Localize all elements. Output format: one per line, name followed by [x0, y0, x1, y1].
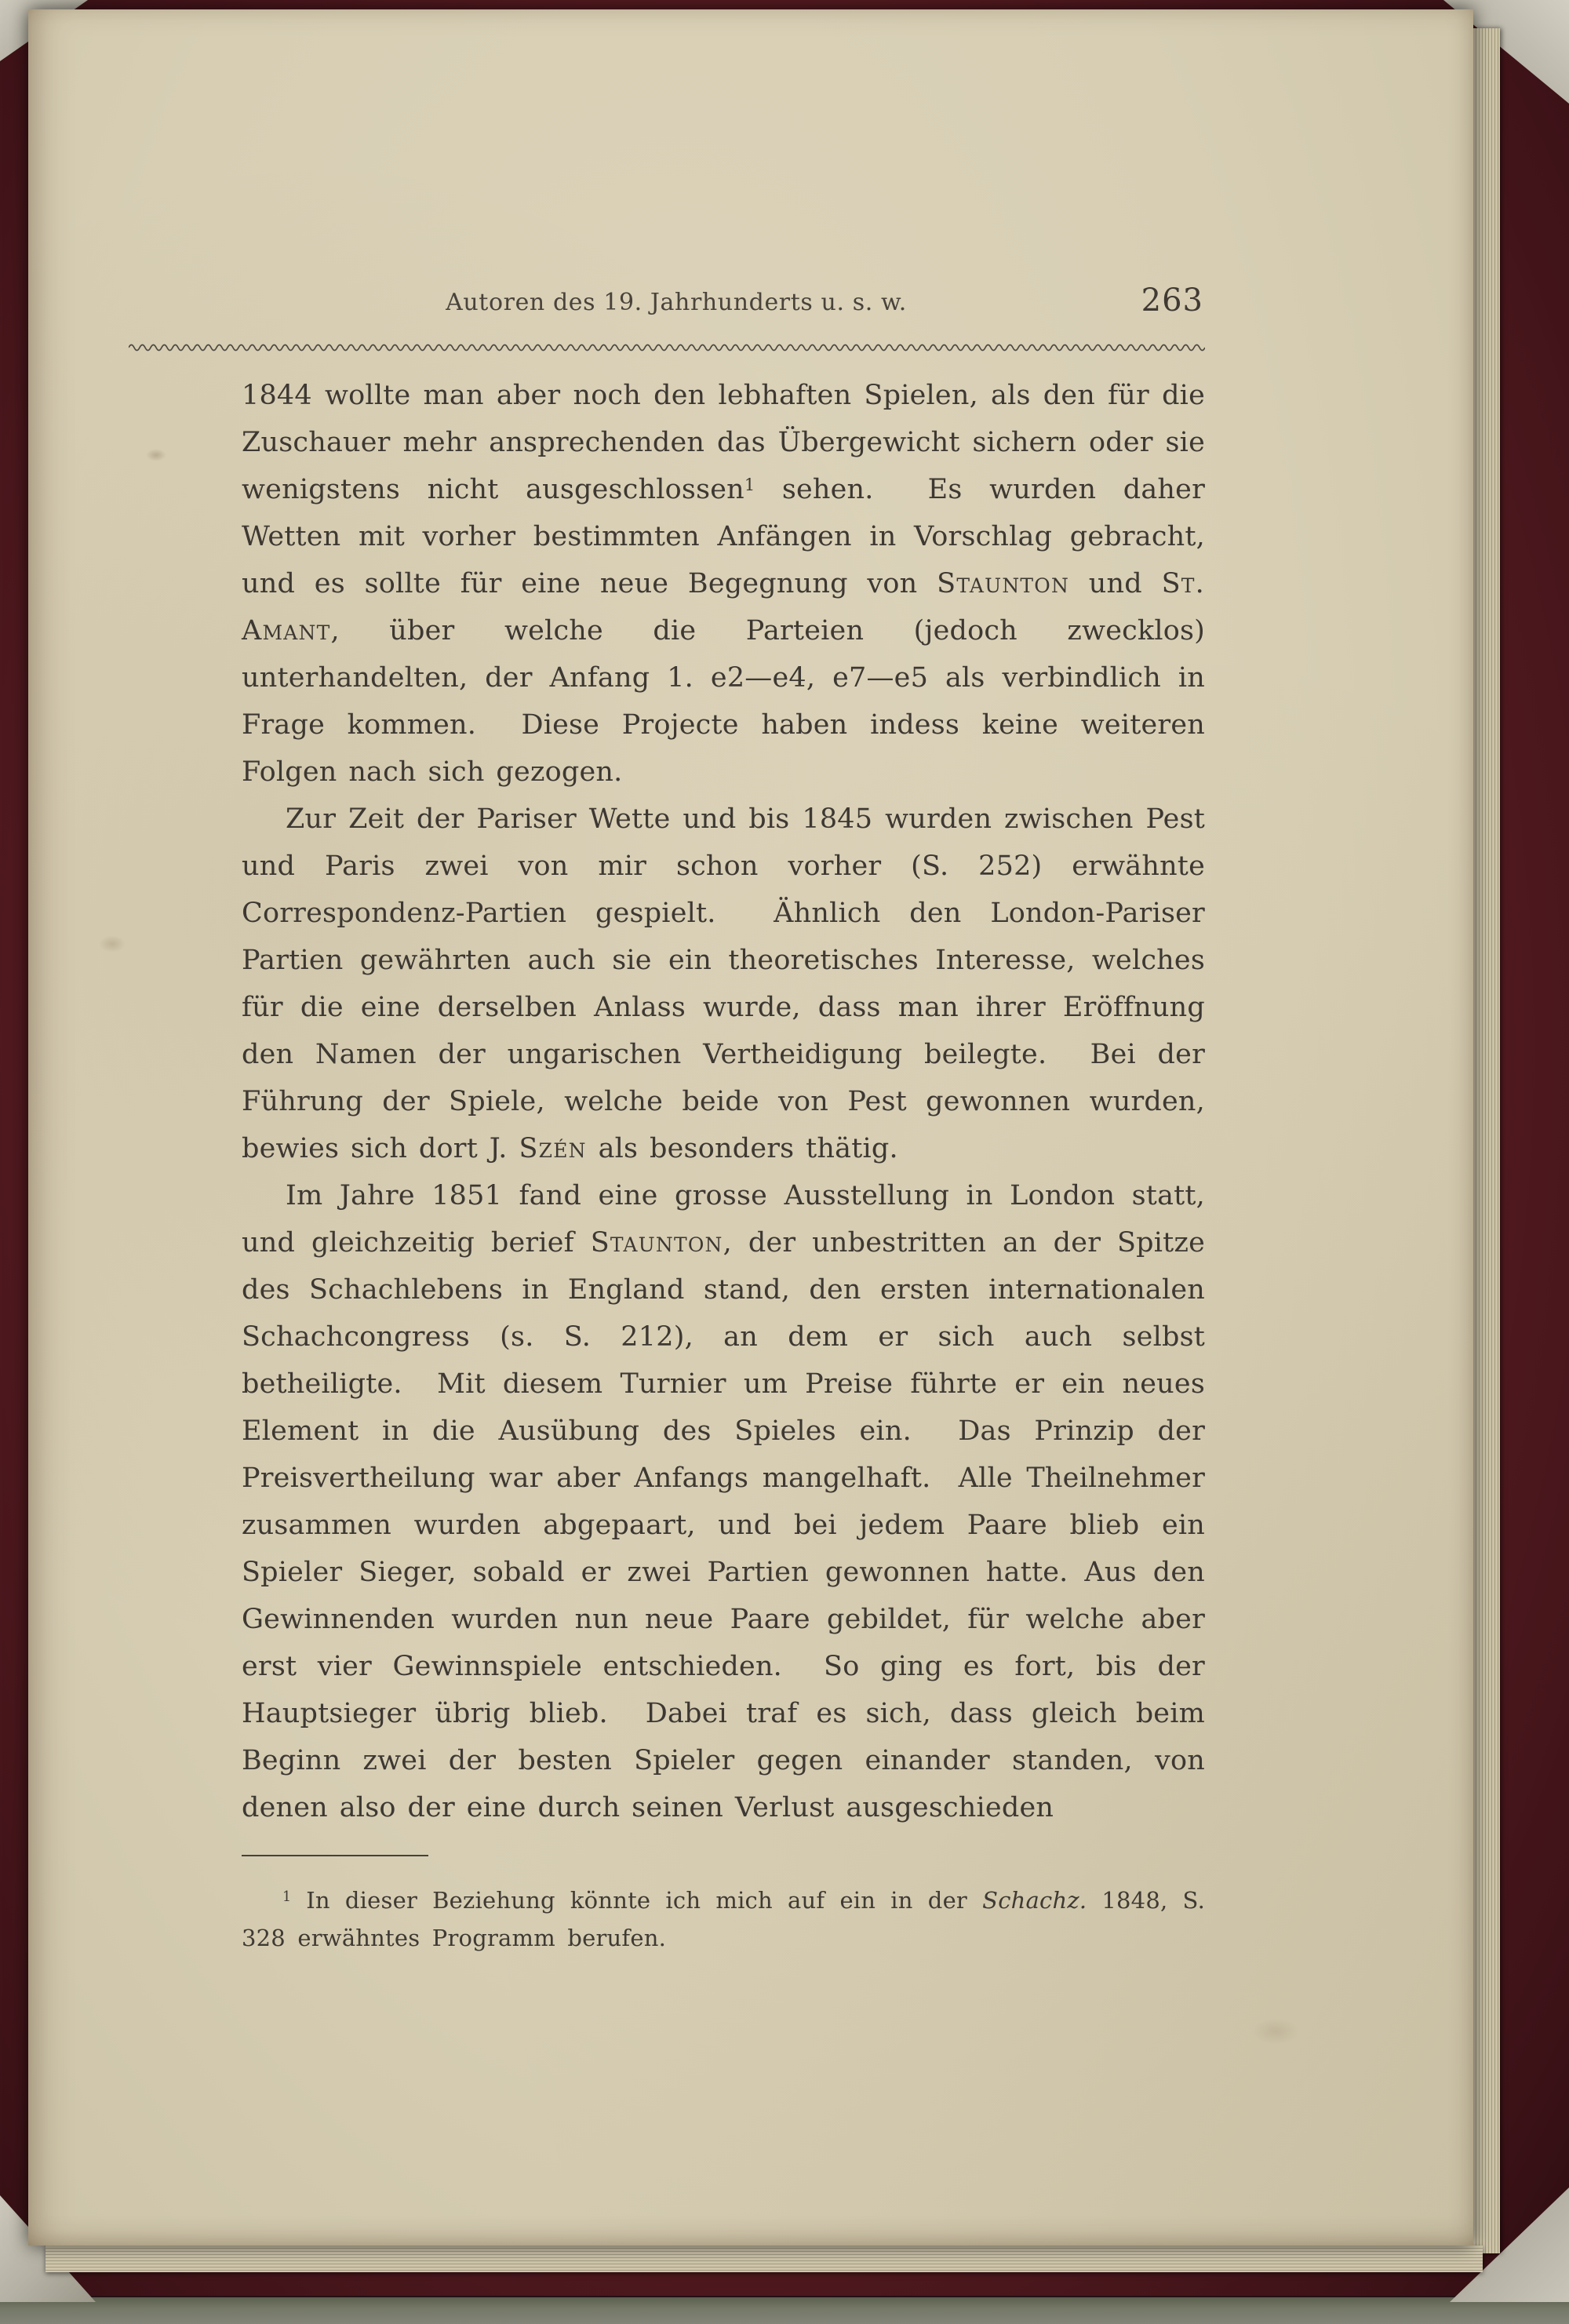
text-segment-smallcaps: Staunton: [937, 568, 1070, 599]
text-segment-plain: 1844 wollte man aber noch den lebhaften Spielen, als den für die Zuschauer mehr ansprechenden das Übergewicht sichern oder sie wenigstens nicht ausgeschlossen: [242, 380, 1217, 505]
running-header-title: Autoren des 19. Jahrhunderts u. s. w.: [446, 289, 907, 316]
text-segment-plain: Zur Zeit der Pariser Wette und bis 1845 wurden zwischen Pest und Paris zwei von mir schon vorher (S. 252) erwähnte Correspondenz-Partien gespielt. Ähnlich den London-Pariser Partien gewährten auch sie ein theoretisches Interesse, welches für die eine derselben Anlass wurde, dass man ihrer Eröffnung den Namen der ungarischen Vertheidigung beilegte. Bei der Führung der Spiele, welche beide von Pest gewonnen wurden, bewies sich dort J.: [242, 803, 1217, 1164]
page-number: 263: [1141, 282, 1203, 319]
page-edge-stack-right: [1473, 28, 1500, 2253]
decorative-wavy-rule: [129, 342, 1205, 353]
wavy-rule-svg: [129, 342, 1205, 353]
paper-stain: [146, 449, 166, 461]
text-segment-sup: 1: [744, 475, 755, 494]
text-segment-smallcaps: Staunton: [590, 1227, 723, 1259]
running-header: [242, 282, 1205, 323]
text-segment-plain: 1848, S. 328 erwähntes Programm berufen.: [242, 1887, 1218, 1951]
text-segment-plain: , über welche die Parteien (jedoch zwecklos) unterhandelten, der Anfang 1. e2—e4, e7—e5 als verbindlich in Frage kommen. Diese Projecte haben indess keine weiteren Folgen nach sich gezogen.: [242, 615, 1217, 788]
text-segment-sup: 1: [282, 1889, 292, 1906]
body-paragraph: [242, 372, 1218, 796]
table-surface-strip: [0, 2296, 1569, 2324]
text-segment-plain: In dieser Beziehung könnte ich mich auf ein in der: [291, 1887, 983, 1914]
page-edge-stack-bottom: [46, 2246, 1483, 2272]
footnote-rule: [242, 1855, 428, 1856]
body-text: [242, 372, 1218, 1831]
text-segment-plain: sehen. Es wurden daher Wetten mit vorher bestimmten Anfängen in Vorschlag gebracht, und es sollte für eine neue Begegnung von: [242, 474, 1217, 599]
text-segment-smallcaps: Szén: [519, 1133, 587, 1164]
text-segment-plain: , der unbestritten an der Spitze des Schachlebens in England stand, den ersten internationalen Schachcongress (s. S. 212), an dem er sich auch selbst betheiligte. Mit diesem Turnier um Preise führte er ein neues Element in die Ausübung des Spieles ein. Das Prinzip der Preisvertheilung war aber Anfangs mangelhaft. Alle Theilnehmer zusammen wurden abgepaart, und bei jedem Paare blieb ein Spieler Sieger, sobald er zwei Partien gewonnen hatte. Aus den Gewinnenden wurden nun neue Paare gebildet, für welche aber erst vier Gewinnspiele entschieden. So ging es fort, bis der Hauptsieger übrig blieb. Dabei traf es sich, dass gleich beim Beginn zwei der besten Spieler gegen einander standen, von denen also der eine durch seinen Verlust ausgeschieden: [242, 1227, 1217, 1823]
text-segment-plain: und: [1069, 568, 1162, 599]
text-segment-plain: als besonders thätig.: [586, 1133, 898, 1164]
text-segment-italic: Schachz.: [982, 1887, 1087, 1914]
paper-stain: [1252, 2018, 1299, 2045]
paper-stain: [99, 935, 126, 953]
body-paragraph: [242, 796, 1217, 1172]
footnote-text: [242, 1881, 1218, 1957]
body-paragraph: [242, 1172, 1217, 1831]
text-segment-smallcaps: St. Amant: [242, 568, 1218, 647]
page-paper: [28, 9, 1473, 2246]
text-segment-plain: Im Jahre 1851 fand eine grosse Ausstellung in London statt, und gleichzeitig berief: [242, 1180, 1217, 1259]
